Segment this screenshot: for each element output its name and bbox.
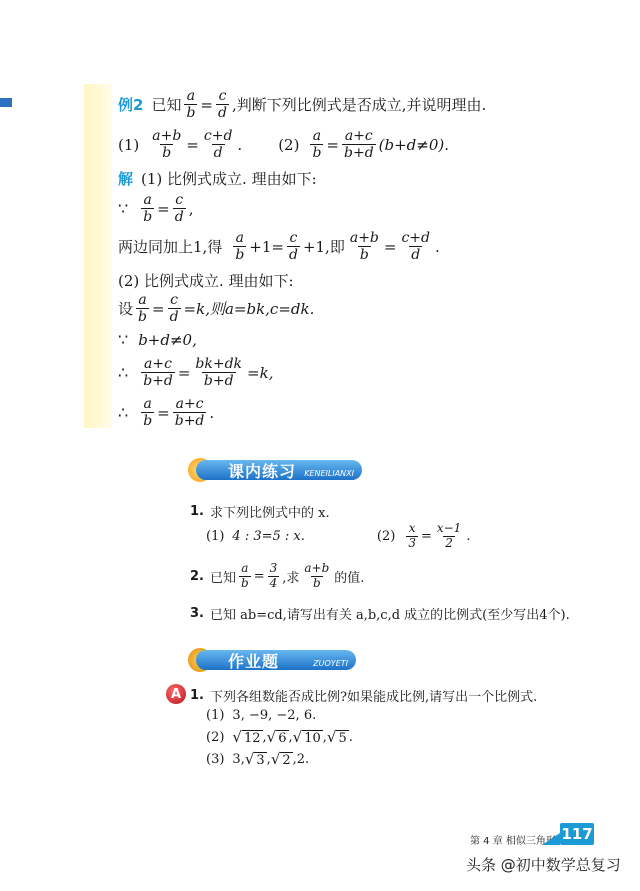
page-edge-marker bbox=[0, 98, 12, 107]
homework-subtitle: ZUOYETI bbox=[313, 658, 348, 668]
practice-subtitle: KENEILIANXI bbox=[304, 468, 354, 478]
solution-calc: ∴ $\frac{a+c}{b+d}$ = $\frac{bk+dk}{b+d}$ =k, bbox=[118, 356, 274, 390]
example-statement: 例2 已知 $\frac{a}{b}$ = $\frac{c}{d}$ ,判断下列比例式是否成立,并说明理由. bbox=[118, 88, 487, 122]
practice-q3: 3. 已知 ab=cd,请写出有关 a,b,c,d 成立的比例式(至少写出4个). bbox=[190, 606, 570, 623]
homework-q1a: (1) 3, −9, −2, 6. bbox=[206, 708, 317, 723]
solution-header: 解 (1) 比例式成立. 理由如下: bbox=[118, 170, 317, 188]
homework-q1c: (3) 3, √ 3 , √ 2 ,2. bbox=[206, 750, 310, 768]
solution-given: ∵ $\frac{a}{b}$ = $\frac{c}{d}$ , bbox=[118, 192, 194, 226]
practice-title: 课内练习 bbox=[228, 461, 297, 481]
solution-set-k: 设 $\frac{a}{b}$ = $\frac{c}{d}$ =k,则a=bk,c=dk. bbox=[118, 292, 315, 326]
homework-q1: 1. 下列各组数能否成比例?如果能成比例,请写出一个比例式. bbox=[190, 688, 538, 705]
practice-banner bbox=[196, 460, 362, 480]
solution-condition: ∵ b+d≠0, bbox=[118, 330, 197, 349]
solution-label: 解 bbox=[118, 170, 134, 188]
example-label: 例2 bbox=[118, 96, 144, 115]
solution-final: ∴ $\frac{a}{b}$ = $\frac{a+c}{b+d}$ . bbox=[118, 396, 215, 430]
practice-q2: 2. 已知 $\frac{a}{b}$ = $\frac{3}{4}$ ,求 $\frac{a+b}{b}$ 的值. bbox=[190, 561, 365, 590]
homework-q1b: (2) √ 12 , √ 6 , √ 10 , √ 5 . bbox=[206, 728, 353, 746]
page-number: 117 bbox=[561, 825, 593, 843]
homework-banner bbox=[196, 650, 356, 670]
level-a-badge: A bbox=[166, 684, 186, 704]
watermark: 头条 @初中数学总复习 bbox=[466, 856, 621, 874]
solution-part2-header: (2) 比例式成立. 理由如下: bbox=[118, 272, 294, 290]
homework-title: 作业题 bbox=[228, 651, 280, 671]
example-highlight-band bbox=[84, 84, 112, 428]
page-number-tab-tail bbox=[542, 833, 560, 845]
chapter-label: 第 4 章 相似三角形 bbox=[470, 836, 556, 847]
practice-q1-parts: (1) 4 : 3=5 : x. (2) $\frac{x}{3}$ = $\frac{x-1}{2}$ . bbox=[206, 521, 471, 550]
example-parts: (1) $\frac{a+b}{b}$ = $\frac{c+d}{d}$ . (2) $\frac{a}{b}$ = $\frac{a+c}{b+d}$ (b+d≠0). bbox=[118, 128, 450, 162]
practice-q1: 1. 求下列比例式中的 x. bbox=[190, 504, 330, 521]
solution-step1: 两边同加上1,得 $\frac{a}{b}$ +1= $\frac{c}{d}$ +1, 即 $\frac{a+b}{b}$ = $\frac{c+d}{d}$ . bbox=[118, 230, 440, 264]
